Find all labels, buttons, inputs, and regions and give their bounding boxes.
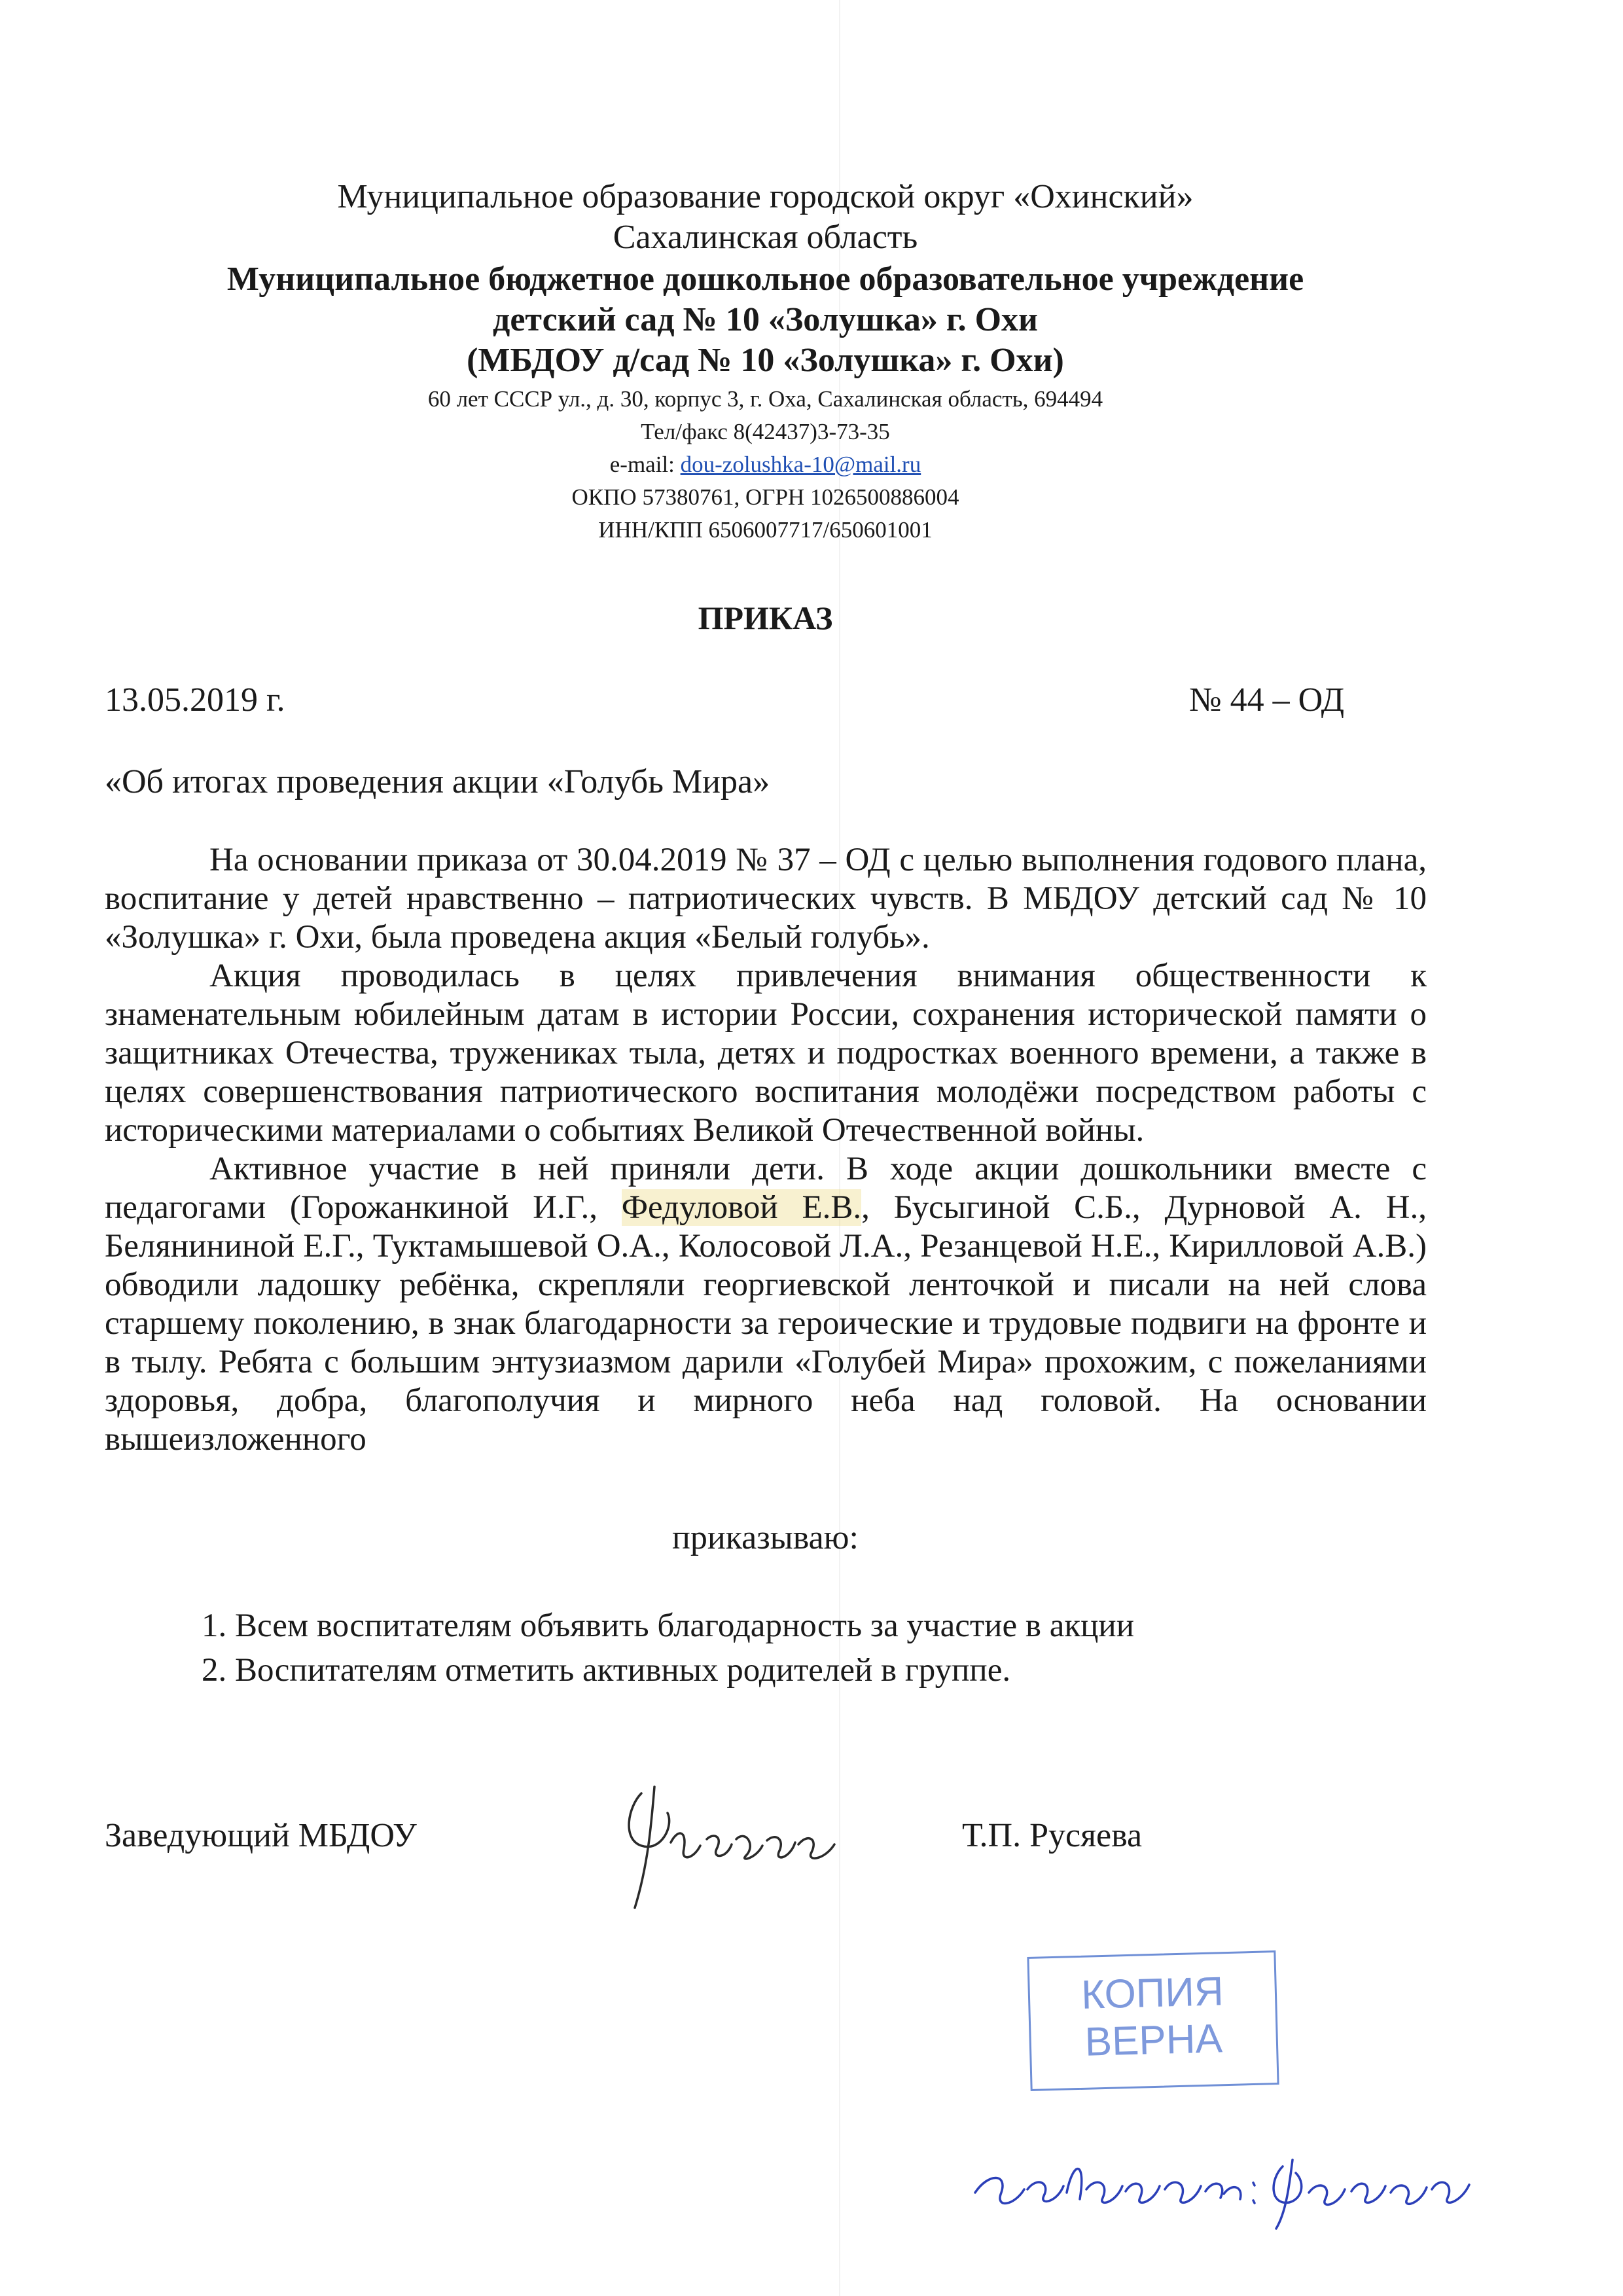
order-item-1: 1. Всем воспитателям объявить благодарность за участие в акции [202, 1607, 1134, 1644]
header-inn: ИНН/КПП 6506007717/650601001 [598, 517, 933, 543]
header-email-line [0, 448, 1531, 481]
stamp-line-1: КОПИЯ [1080, 1969, 1224, 2018]
email-link[interactable]: dou-zolushka-10@mail.ru [680, 452, 921, 477]
handwritten-certification [962, 2121, 1486, 2232]
header-org-name: Муниципальное бюджетное дошкольное образовательное учреждение [226, 260, 1304, 298]
document-date: 13.05.2019 г. [105, 681, 285, 719]
signatory-role: Заведующий МБДОУ [105, 1817, 417, 1854]
handwritten-signature [615, 1767, 851, 1918]
body-paragraph-1: На основании приказа от 30.04.2019 № 37 – ОД с целью выполнения годового плана, воспитание у детей нравственно – патриотических чувств. В МБДОУ детский сад № 10 «Золушка» г. Охи, была проведена акция «Белый голубь». [105, 842, 1427, 956]
header-org-short: (МБДОУ д/сад № 10 «Золушка» г. Охи) [467, 342, 1064, 379]
order-item-2: 2. Воспитателям отметить активных родителей в группе. [202, 1652, 1011, 1689]
email-label: e-mail: [609, 452, 681, 477]
document-title: ПРИКАЗ [698, 600, 833, 636]
header-org-name-2: детский сад № 10 «Золушка» г. Охи [493, 301, 1038, 338]
document-subject: «Об итогах проведения акции «Голубь Мира» [105, 763, 770, 800]
body-paragraph-3 [105, 1150, 1427, 1459]
header-region: Сахалинская область [613, 219, 918, 256]
highlighted-name: Федуловой Е.В. [621, 1189, 862, 1226]
document-body [105, 841, 1427, 1459]
body-p3-end: , Бусыгиной С.Б., Дурновой А. Н., Белянининой Е.Г., Туктамышевой О.А., Колосовой Л.А., Резанцевой Н.Е., Кирилловой А.В.) обводили ладошку ребёнка, скрепляли георгиевской ленточкой и писали на ней слова старшему поколению, в знак благодарности за героические и трудовые подвиги на фронте и в тылу. Ребята с большим энтузиазмом дарили «Голубей Мира» прохожим, с пожеланиями здоровья, добра, благополучия и мирного неба над головой. На основании вышеизложенного [105, 1189, 1427, 1458]
header-municipality: Муниципальное образование городской округ «Охинский» [337, 178, 1194, 215]
copy-certified-stamp [1027, 1950, 1279, 2091]
order-items [202, 1604, 1134, 1693]
stamp-line-2: ВЕРНА [1084, 2016, 1223, 2065]
body-paragraph-2: Акция проводилась в целях привлечения внимания общественности к знаменательным юбилейным датам в истории России, сохранения исторической памяти о защитниках Отечества, тружениках тыла, детях и подростках военного времени, а также в целях совершенствования патриотического воспитания молодёжи посредством работы с историческими материалами о событиях Великой Отечественной войны. [105, 958, 1427, 1149]
header-phone: Тел/факс 8(42437)3-73-35 [641, 419, 890, 444]
body-p3-start: Активное участие в ней приняли дети. В ходе акции дошкольники вместе с педагогами (Горожанкиной И.Г., [105, 1151, 1427, 1226]
signatory-name: Т.П. Русяева [962, 1817, 1143, 1854]
document-number: № 44 – ОД [1189, 681, 1345, 719]
order-label: приказываю: [672, 1519, 859, 1556]
header-okpo: ОКПО 57380761, ОГРН 1026500886004 [571, 484, 959, 510]
header-address: 60 лет СССР ул., д. 30, корпус 3, г. Оха, Сахалинская область, 694494 [427, 386, 1103, 412]
